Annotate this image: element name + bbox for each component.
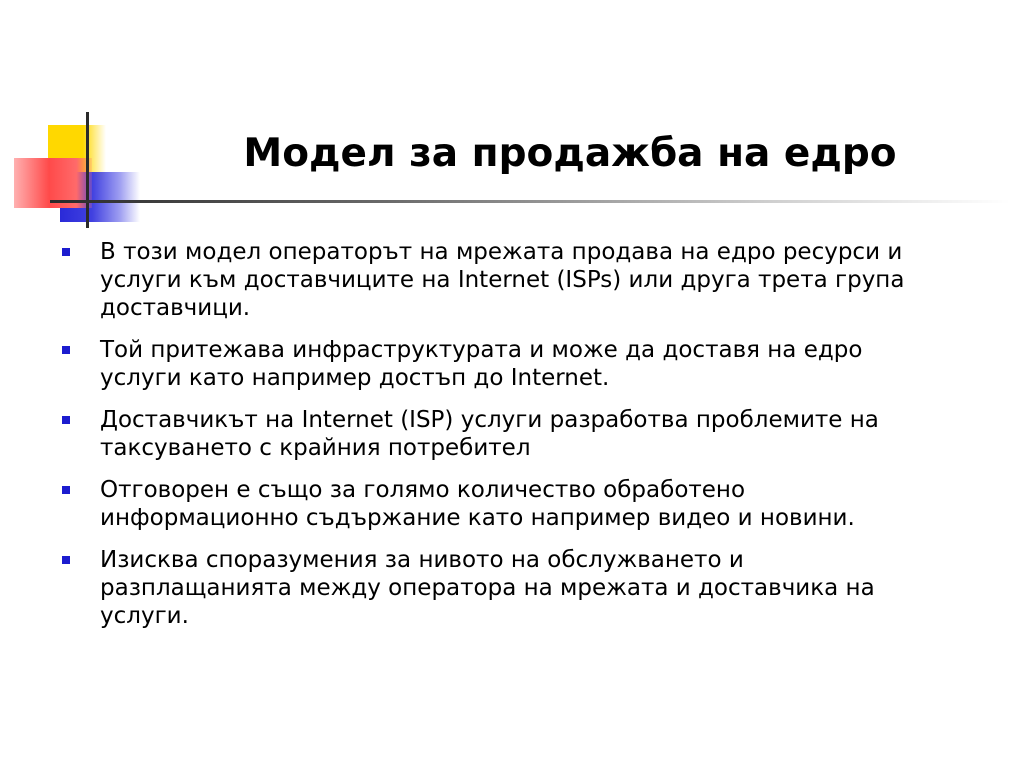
decorative-logo <box>0 0 1024 240</box>
vertical-line-decoration <box>86 112 89 228</box>
square-bullet-icon <box>62 486 70 494</box>
bullet-text: В този модел операторът на мрежата продава на едро ресурси и услуги към доставчиците на Internet (ISPs) или друга трета група доставчици. <box>100 239 905 321</box>
square-bullet-icon <box>62 346 70 354</box>
bullet-item <box>62 406 942 462</box>
square-bullet-icon <box>62 416 70 424</box>
bullet-text: Отговорен е също за голямо количество обработено информационно съдържание като например видео и новини. <box>100 477 855 531</box>
title-underline <box>50 200 1010 203</box>
bullet-item <box>62 238 942 322</box>
bullet-list <box>62 238 942 644</box>
bullet-item <box>62 546 942 630</box>
bullet-text: Той притежава инфраструктурата и може да доставя на едро услуги като например достъп до Internet. <box>100 337 863 391</box>
square-bullet-icon <box>62 248 70 256</box>
square-bullet-icon <box>62 556 70 564</box>
bullet-text: Доставчикът на Internet (ISP) услуги разработва проблемите на таксуването с крайния потребител <box>100 407 879 461</box>
bullet-item <box>62 476 942 532</box>
bullet-text: Изисква споразумения за нивото на обслужването и разплащанията между оператора на мрежата и доставчика на услуги. <box>100 547 875 629</box>
bullet-item <box>62 336 942 392</box>
slide-title: Модел за продажба на едро <box>243 131 897 176</box>
